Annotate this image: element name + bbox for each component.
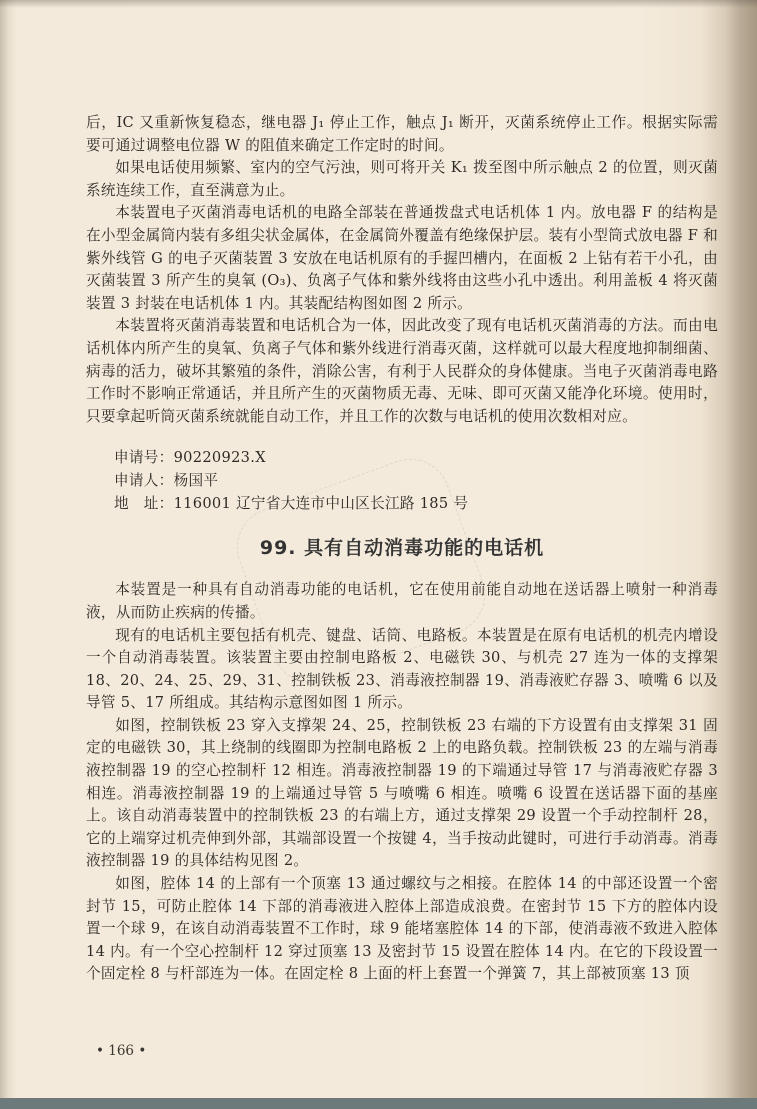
- paragraph-continued: 后，IC 又重新恢复稳态，继电器 J₁ 停止工作，触点 J₁ 断开，灭菌系统停止工作。根据实际需要可通过调整电位器 W 的阻值来确定工作定时的时间。: [86, 114, 718, 154]
- spacer: [86, 428, 718, 446]
- paragraph: 本装置将灭菌消毒装置和电话机合为一体，因此改变了现有电话机灭菌消毒的方法。而由电话机体内所产生的臭氧、负离子气体和紫外线进行消毒灭菌，这样就可以最大程度地抑制细菌、病毒的活力，破坏其繁殖的条件，消除公害，有利于人民群众的身体健康。当电子灭菌消毒电路工作时不影响正常通话，并且所产生的灭菌物质无毒、无味、即可灭菌又能净化环境。使用时，只要拿起听筒灭菌系统就能自动工作，并且工作的次数与电话机的使用次数相对应。: [86, 317, 718, 425]
- application-number-value: 90220923.X: [173, 449, 266, 467]
- address-label: 地 址：: [114, 495, 174, 513]
- page-content: [86, 112, 718, 986]
- application-number-label: 申请号：: [114, 449, 174, 467]
- address-value: 116001 辽宁省大连市中山区长江路 185 号: [173, 495, 469, 513]
- paragraph: 如果电话使用频繁、室内的空气污浊，则可将开关 K₁ 拨至图中所示触点 2 的位置，则灭菌系统连续工作，直至满意为止。: [86, 159, 718, 199]
- section-title: 99. 具有自动消毒功能的电话机: [259, 537, 545, 560]
- page-number: • 166 •: [96, 1043, 147, 1059]
- application-number: [86, 446, 718, 469]
- page-top-shadow: [0, 0, 757, 8]
- applicant: [86, 469, 718, 492]
- applicant-label: 申请人：: [114, 472, 174, 490]
- scan-bottom-edge: [0, 1098, 757, 1109]
- paragraph: 如图，控制铁板 23 穿入支撑架 24、25，控制铁板 23 右端的下方设置有由支撑架 31 固定的电磁铁 30，其上绕制的线圈即为控制电路板 2 上的电路负载。控制铁板 23 的左端与消毒液控制器 19 的空心控制杆 12 相连。消毒液控制器 19 的下端通过导管 17 与消毒液贮存器 3 相连。消毒液控制器 19 的上端通过导管 5 与喷嘴 6 相连。喷嘴 6 设置在送话器下面的基座上。该自动消毒装置中的控制铁板 23 的右端上方，通过支撑架 29 设置一个手动控制杆 28，它的上端穿过机壳伸到外部，其端部设置一个按键 4，当手按动此键时，可进行手动消毒。消毒液控制器 19 的具体结构见图 2。: [86, 716, 718, 870]
- paragraph: 本装置电子灭菌消毒电话机的电路全部装在普通拨盘式电话机体 1 内。放电器 F 的结构是在小型金属筒内装有多组尖状金属体，在金属筒外覆盖有绝缘保护层。装有小型筒式放电器 F 和紫外线管 G 的电子灭菌装置 3 安放在电话机原有的手握凹槽内，在面板 2 上钻有若干小孔，由灭菌装置 3 所产生的臭氧 (O₃)、负离子气体和紫外线将由这些小孔中透出。利用盖板 4 将灭菌装置 3 封装在电话机体 1 内。其装配结构图如图 2 所示。: [86, 204, 718, 312]
- paragraph: 本装置是一种具有自动消毒功能的电话机，它在使用前能自动地在送话器上喷射一种消毒液，从而防止疾病的传播。: [86, 581, 718, 621]
- paragraph: 如图，腔体 14 的上部有一个顶塞 13 通过螺纹与之相接。在腔体 14 的中部还设置一个密封节 15，可防止腔体 14 下部的消毒液进入腔体上部造成浪费。在密封节 15 下方的腔体内设置一个球 9，在该自动消毒装置不工作时，球 9 能堵塞腔体 14 的下部，使消毒液不致进入腔体 14 内。有一个空心控制杆 12 穿过顶塞 13 及密封节 15 设置在腔体 14 内。在它的下段设置一个固定栓 8 与杆部连为一体。在固定栓 8 上面的杆上套置一个弹簧 7，其上部被顶塞 13 顶: [86, 875, 718, 983]
- paragraph: 现有的电话机主要包括有机壳、键盘、话筒、电路板。本装置是在原有电话机的机壳内增设一个自动消毒装置。该装置主要由控制电路板 2、电磁铁 30、与机壳 27 连为一体的支撑架 18、20、24、25、29、31、控制铁板 23、消毒液控制器 19、消毒液贮存器 3、喷嘴 6 以及导管 5、17 所组成。其结构示意图如图 1 所示。: [86, 626, 718, 712]
- applicant-value: 杨国平: [173, 472, 219, 490]
- address: [86, 492, 718, 515]
